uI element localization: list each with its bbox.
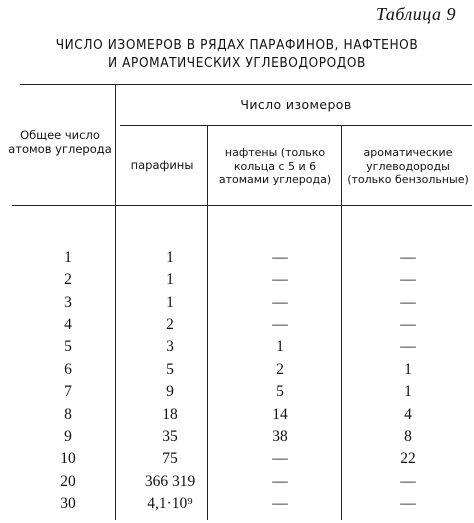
cell-aromatics: — xyxy=(400,293,416,311)
cell-carbon: 30 xyxy=(60,495,76,512)
column-divider-3 xyxy=(341,125,342,520)
cell-aromatics: 4 xyxy=(404,405,412,423)
table-top-rule xyxy=(20,84,472,85)
cell-aromatics: — xyxy=(400,338,416,356)
header-paraffins: парафины xyxy=(130,158,194,172)
cell-naphthenes: 38 xyxy=(272,427,288,445)
cell-naphthenes: 1 xyxy=(276,338,284,356)
cell-naphthenes: — xyxy=(272,271,288,289)
cell-naphthenes: — xyxy=(272,450,288,468)
cell-carbon: 7 xyxy=(64,383,72,401)
cell-carbon: 3 xyxy=(64,293,72,311)
cell-aromatics: — xyxy=(400,271,416,289)
cell-carbon: 5 xyxy=(64,338,72,356)
header-carbon-count: Общее число атомов углерода xyxy=(8,128,112,156)
cell-naphthenes: 5 xyxy=(276,383,284,401)
cell-carbon: 9 xyxy=(64,427,72,445)
table-title-line-1: ЧИСЛО ИЗОМЕРОВ В РЯДАХ ПАРАФИНОВ, НАФТЕНОВ xyxy=(55,37,419,53)
cell-naphthenes: — xyxy=(272,293,288,311)
cell-paraffins: 35 xyxy=(162,427,178,445)
cell-aromatics: 1 xyxy=(404,383,412,401)
cell-paraffins: 1 xyxy=(166,271,174,289)
cell-carbon: 2 xyxy=(64,271,72,289)
header-isomer-count: Число изомеров xyxy=(240,97,352,112)
cell-aromatics: 1 xyxy=(404,360,412,378)
cell-carbon: 6 xyxy=(64,360,72,378)
cell-paraffins: 9 xyxy=(166,383,174,401)
cell-carbon: 4 xyxy=(64,316,72,334)
cell-paraffins: 366 319 xyxy=(144,472,196,490)
cell-paraffins: 2 xyxy=(166,316,174,334)
cell-naphthenes: — xyxy=(272,249,288,266)
isomer-header-rule xyxy=(120,125,472,126)
cell-aromatics: 22 xyxy=(400,450,416,468)
cell-carbon: 8 xyxy=(64,405,72,423)
header-naphthenes: нафтены (только кольца с 5 и 6 атомами углерода) xyxy=(218,146,332,186)
cell-carbon: 10 xyxy=(60,450,76,468)
cell-naphthenes: — xyxy=(272,495,288,512)
cell-paraffins: 75 xyxy=(162,450,178,468)
table-title-line-2: И АРОМАТИЧЕСКИХ УГЛЕВОДОРОДОВ xyxy=(107,55,366,71)
cell-paraffins: 3 xyxy=(166,338,174,356)
cell-carbon: 20 xyxy=(60,472,76,490)
cell-paraffins: 1 xyxy=(166,293,174,311)
cell-aromatics: — xyxy=(400,316,416,334)
cell-naphthenes: — xyxy=(272,316,288,334)
cell-paraffins: 18 xyxy=(162,405,178,423)
cell-aromatics: 8 xyxy=(404,427,412,445)
header-bottom-rule xyxy=(12,205,472,206)
cell-naphthenes: — xyxy=(272,472,288,490)
column-divider-1 xyxy=(115,84,116,520)
table-number: Таблица 9 xyxy=(375,4,456,24)
cell-carbon: 1 xyxy=(64,249,72,266)
cell-aromatics: — xyxy=(400,495,416,512)
cell-naphthenes: 14 xyxy=(272,405,288,423)
cell-paraffins: 4,1·10⁹ xyxy=(147,495,193,512)
cell-naphthenes: 2 xyxy=(276,360,284,378)
cell-paraffins: 1 xyxy=(166,249,174,266)
cell-paraffins: 5 xyxy=(166,360,174,378)
header-aromatics: ароматические углеводороды (только бензольные) xyxy=(347,146,469,186)
cell-aromatics: — xyxy=(400,249,416,266)
cell-aromatics: — xyxy=(400,472,416,490)
